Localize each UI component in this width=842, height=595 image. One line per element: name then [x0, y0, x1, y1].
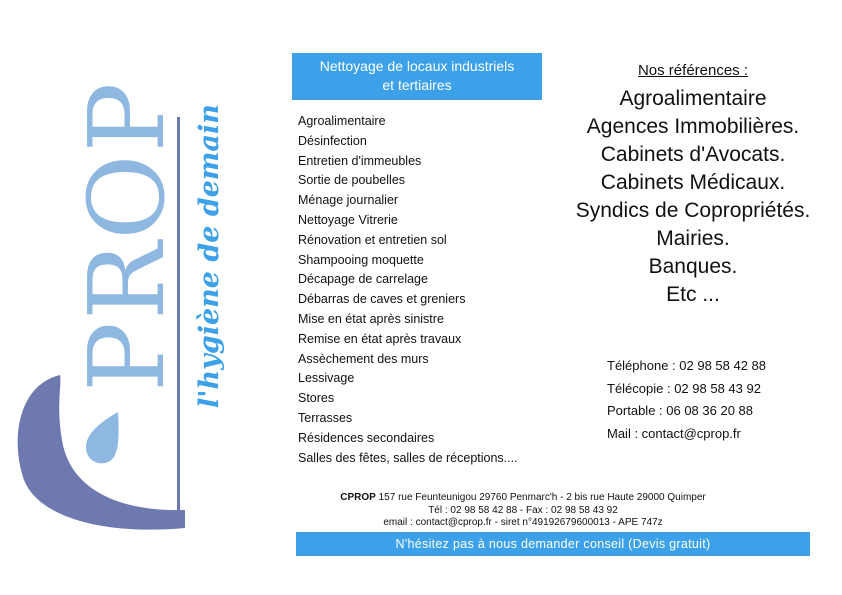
- list-item: Stores: [298, 391, 335, 406]
- list-item: Shampooing moquette: [298, 252, 424, 267]
- services-header-line2: et tertiaires: [382, 77, 452, 93]
- services-list: [298, 112, 518, 468]
- footer-address-line: [292, 492, 754, 505]
- list-item: Cabinets Médicaux.: [600, 171, 786, 194]
- footer-address: 157 rue Feunteunigou 29760 Penmarc'h - 2 bis rue Haute 29000 Quimper: [378, 492, 706, 503]
- list-item: Rénovation et entretien sol: [298, 232, 447, 247]
- list-item: Salles des fêtes, salles de réceptions....: [298, 450, 518, 465]
- advice-banner: N'hésitez pas à nous demander conseil (Devis gratuit): [296, 532, 810, 556]
- list-item: Agroalimentaire: [619, 87, 767, 110]
- list-item: Mairies.: [656, 227, 730, 250]
- drop-icon: [86, 412, 119, 463]
- list-item: Résidences secondaires: [298, 430, 435, 445]
- list-item: Lessivage: [298, 371, 355, 386]
- logo-tagline: l'hygiène de demain: [194, 104, 225, 408]
- footer-legal: email : contact@cprop.fr - siret n°49192679600013 - APE 747z: [383, 517, 663, 528]
- list-item: Débarras de caves et greniers: [298, 292, 466, 307]
- contact-phone: Téléphone : 02 98 58 42 88: [607, 358, 767, 373]
- footer: [292, 492, 754, 530]
- list-item: Désinfection: [298, 133, 367, 148]
- cprop-logo: [0, 0, 290, 595]
- list-item: Cabinets d'Avocats.: [600, 143, 786, 166]
- list-item: Agroalimentaire: [298, 114, 386, 128]
- list-item: Entretien d'immeubles: [298, 153, 422, 168]
- contact-mobile: Portable : 06 08 36 20 88: [607, 403, 754, 418]
- services-header-line1: Nettoyage de locaux industriels: [319, 58, 515, 74]
- list-item: Agences Immobilières.: [586, 115, 800, 138]
- references-list: [558, 85, 828, 309]
- footer-phones: Tél : 02 98 58 42 88 - Fax : 02 98 58 43 92: [428, 504, 618, 516]
- list-item: Etc ...: [666, 283, 720, 306]
- contact-mail: Mail : contact@cprop.fr: [607, 426, 741, 441]
- contact-fax: Télécopie : 02 98 58 43 92: [607, 381, 761, 396]
- references-title: Nos références :: [637, 62, 749, 79]
- logo-text: PROP: [66, 80, 188, 392]
- list-item: Nettoyage Vitrerie: [298, 212, 398, 227]
- footer-company: CPROP: [340, 492, 376, 503]
- list-item: Ménage journalier: [298, 193, 399, 208]
- list-item: Terrasses: [298, 410, 353, 425]
- list-item: Syndics de Copropriétés.: [575, 199, 811, 222]
- list-item: Remise en état après travaux: [298, 331, 462, 346]
- list-item: Décapage de carrelage: [298, 272, 428, 287]
- list-item: Banques.: [648, 255, 738, 278]
- list-item: Mise en état après sinistre: [298, 311, 444, 326]
- services-header: [292, 53, 542, 100]
- list-item: Assèchement des murs: [298, 351, 429, 366]
- list-item: Sortie de poubelles: [298, 173, 406, 188]
